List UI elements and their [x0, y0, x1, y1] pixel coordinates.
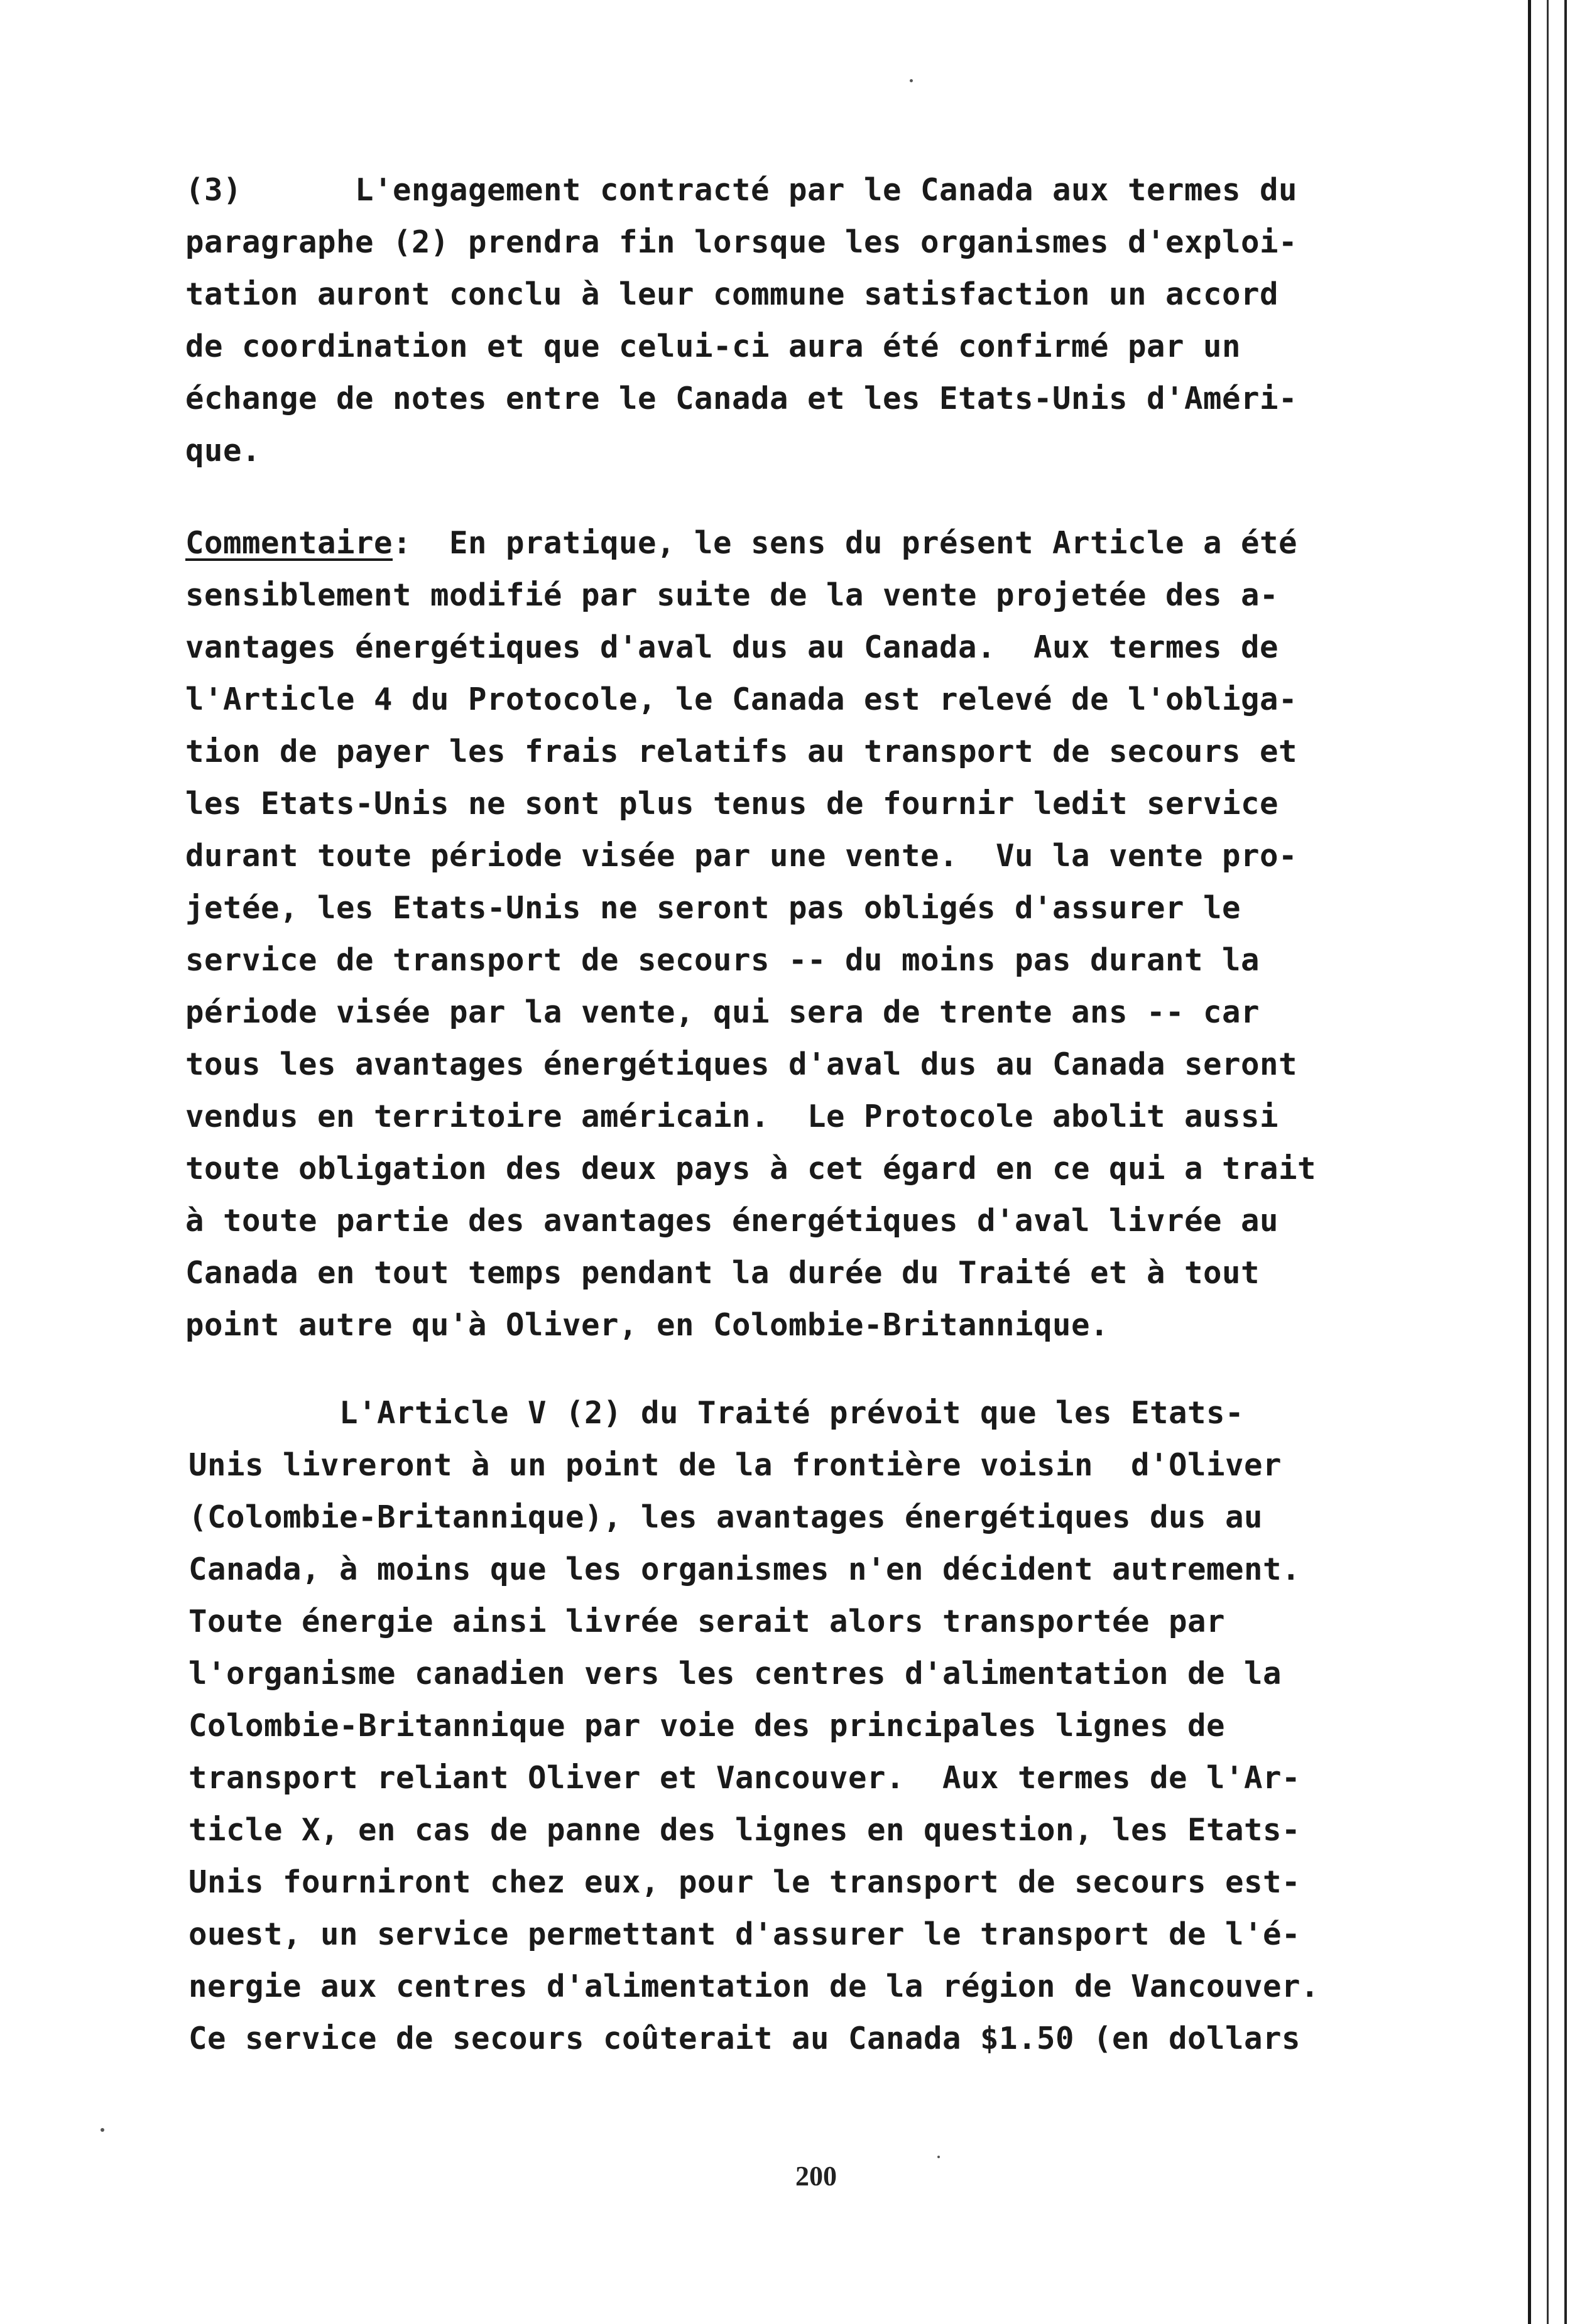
text-line: l'organisme canadien vers les centres d'alimentation de la [188, 1656, 1282, 1691]
binding-line [1528, 0, 1531, 2324]
text-line: Toute énergie ainsi livrée serait alors transportée par [188, 1604, 1226, 1639]
text-line: ouest, un service permettant d'assurer le transport de l'é- [188, 1916, 1301, 1952]
page-number: 200 [795, 2161, 837, 2191]
text-line: échange de notes entre le Canada et les Etats-Unis d'Améri- [185, 381, 1298, 416]
text-line: paragraphe (2) prendra fin lorsque les organismes d'exploi- [185, 224, 1298, 260]
text-line: Ce service de secours coûterait au Canada $1.50 (en dollars [188, 2021, 1301, 2056]
text-line: durant toute période visée par une vente. Vu la vente pro- [185, 838, 1298, 874]
text-line: vendus en territoire américain. Le Protocole abolit aussi [185, 1099, 1279, 1134]
binding-line [1564, 0, 1567, 2324]
text-line: (3) L'engagement contracté par le Canada aux termes du [185, 172, 1298, 208]
text-line: Canada, à moins que les organismes n'en décident autrement. [188, 1551, 1301, 1587]
text-line: vantages énergétiques d'aval dus au Canada. Aux termes de [185, 629, 1279, 665]
text-line: nergie aux centres d'alimentation de la région de Vancouver. [188, 1968, 1320, 2004]
text-line: Canada en tout temps pendant la durée du Traité et à tout [185, 1255, 1260, 1291]
text-line: point autre qu'à Oliver, en Colombie-Britannique. [185, 1307, 1109, 1343]
text-line: à toute partie des avantages énergétiques d'aval livrée au [185, 1203, 1279, 1239]
scan-speck [937, 2156, 940, 2158]
scan-speck [101, 2128, 104, 2132]
text-line: jetée, les Etats-Unis ne seront pas obligés d'assurer le [185, 890, 1241, 926]
text-line: (Colombie-Britannique), les avantages énergétiques dus au [188, 1499, 1263, 1535]
text-line: sensiblement modifié par suite de la vente projetée des a- [185, 577, 1279, 613]
text-line: transport reliant Oliver et Vancouver. Aux termes de l'Ar- [188, 1760, 1301, 1796]
text-line: toute obligation des deux pays à cet égard en ce qui a trait [185, 1151, 1317, 1186]
scan-speck [910, 79, 913, 82]
text-line: L'Article V (2) du Traité prévoit que les Etats- [188, 1395, 1245, 1431]
text-line: que. [185, 433, 261, 469]
text-line: période visée par la vente, qui sera de trente ans -- car [185, 994, 1260, 1030]
text-line: Colombie-Britannique par voie des principales lignes de [188, 1708, 1226, 1744]
binding-line [1547, 0, 1549, 2324]
text-line: tous les avantages énergétiques d'aval dus au Canada seront [185, 1046, 1298, 1082]
text-line: ticle X, en cas de panne des lignes en question, les Etats- [188, 1812, 1301, 1848]
text-line: service de transport de secours -- du moins pas durant la [185, 942, 1260, 978]
text-line [185, 524, 1297, 562]
text-line: les Etats-Unis ne sont plus tenus de fournir ledit service [185, 786, 1279, 822]
text-line: Unis fourniront chez eux, pour le transport de secours est- [188, 1864, 1301, 1900]
text-line: Unis livreront à un point de la frontière voisin d'Oliver [188, 1447, 1282, 1483]
commentaire-heading: Commentaire [185, 525, 393, 561]
text-line: tation auront conclu à leur commune satisfaction un accord [185, 276, 1279, 312]
heading-continuation: : En pratique, le sens du présent Article a été [393, 525, 1298, 561]
text-line: l'Article 4 du Protocole, le Canada est relevé de l'obliga- [185, 681, 1298, 717]
text-line: tion de payer les frais relatifs au transport de secours et [185, 734, 1298, 769]
text-line: de coordination et que celui-ci aura été confirmé par un [185, 329, 1241, 364]
